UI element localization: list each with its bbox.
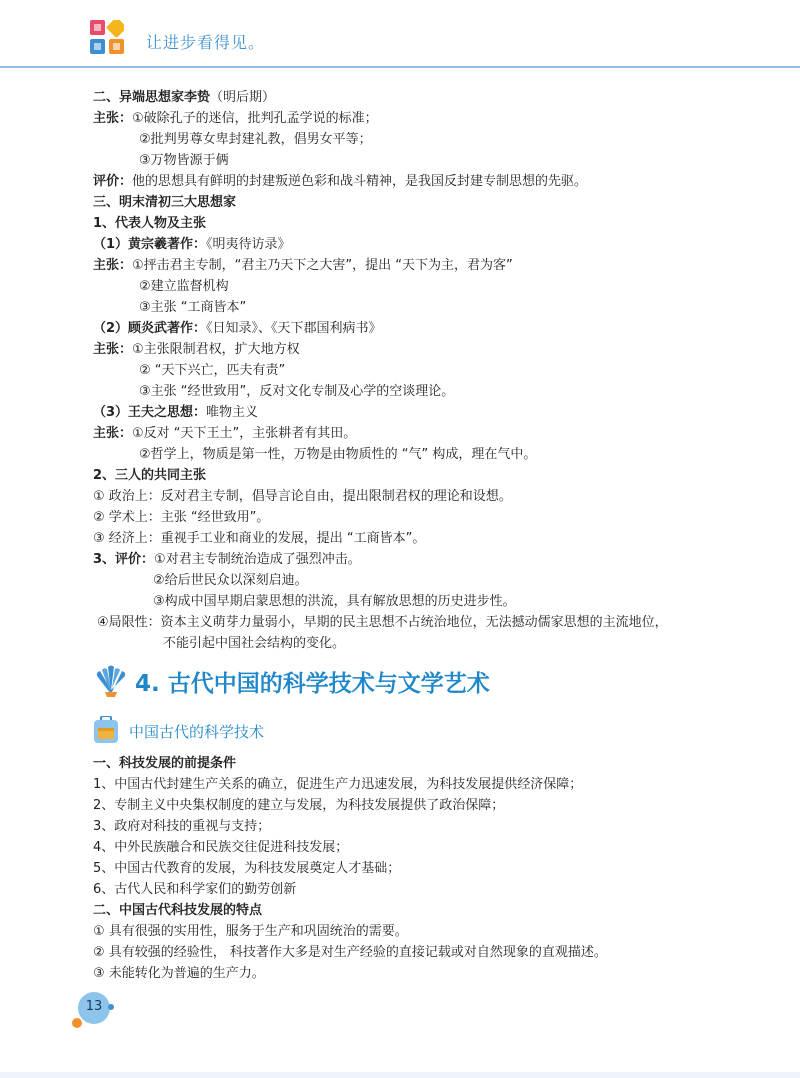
text-line: 主张：①破除孔子的迷信，批判孔孟学说的标准； xyxy=(93,111,378,126)
subsection-title: 中国古代的科学技术 xyxy=(129,723,265,741)
text-line: ② “天下兴亡，匹夫有责” xyxy=(139,363,286,378)
text-line: ③主张 “工商皆本” xyxy=(139,300,247,315)
text-line: ②哲学上，物质是第一性，万物是由物质性的 “气” 构成，理在气中。 xyxy=(139,447,537,462)
text-line: 2、专制主义中央集权制度的建立与发展，为科技发展提供了政治保障； xyxy=(93,798,505,813)
section-title: 4. 古代中国的科学技术与文学艺术 xyxy=(135,671,490,697)
backpack-icon xyxy=(93,716,119,744)
text-line: 3、评价：①对君主专制统治造成了强烈冲击。 xyxy=(93,552,361,567)
text-line: 6、古代人民和科学家们的勤劳创新 xyxy=(93,882,297,897)
text-line: ③ 经济上：重视手工业和商业的发展，提出 “工商皆本”。 xyxy=(93,531,426,546)
decor-dot-blue xyxy=(108,1004,114,1010)
text-line: （3）王夫之思想：唯物主义 xyxy=(93,405,259,420)
header-divider xyxy=(0,66,800,68)
text-line: ① 具有很强的实用性，服务于生产和巩固统治的需要。 xyxy=(93,924,408,939)
shell-icon xyxy=(93,662,129,698)
text-line: （1）黄宗羲著作：《明夷待访录》 xyxy=(93,237,291,252)
text-line: ②批判男尊女卑封建礼教，倡男女平等； xyxy=(139,132,372,147)
brand-slogan: 让进步看得见。 xyxy=(146,33,266,52)
text-line: 5、中国古代教育的发展，为科技发展奠定人才基础； xyxy=(93,861,401,876)
text-line: 主张：①主张限制君权，扩大地方权 xyxy=(93,342,300,357)
text-line: ③万物皆源于俩 xyxy=(139,153,229,168)
text-line: 主张：①抨击君主专制，“君主乃天下之大害”，提出 “天下为主，君为客” xyxy=(93,258,513,273)
text-line: （2）顾炎武著作：《日知录》、《天下郡国利病书》 xyxy=(93,321,382,336)
text-line: 3、政府对科技的重视与支持； xyxy=(93,819,271,834)
text-line: 4、中外民族融合和民族交往促进科技发展； xyxy=(93,840,349,855)
text-line: 1、中国古代封建生产关系的确立，促进生产力迅速发展，为科技发展提供经济保障； xyxy=(93,777,583,792)
page-number: 13 xyxy=(85,999,103,1014)
page-number-badge xyxy=(72,992,116,1032)
text-line: ③ 未能转化为普遍的生产力。 xyxy=(93,966,265,981)
text-line: ② 学术上：主张 “经世致用”。 xyxy=(93,510,270,525)
text-line: 不能引起中国社会结构的变化。 xyxy=(163,636,346,651)
text-line: ③主张 “经世致用”，反对文化专制及心学的空谈理论。 xyxy=(139,384,455,399)
text-line: 主张：①反对 “天下王土”，主张耕者有其田。 xyxy=(93,426,357,441)
text-line: 二、异端思想家李贽（明后期） xyxy=(93,90,276,105)
text-line: ②建立监督机构 xyxy=(139,279,229,294)
text-line: 2、三人的共同主张 xyxy=(93,468,207,483)
text-line: ②给后世民众以深刻启迪。 xyxy=(153,573,308,588)
text-line: ④局限性：资本主义萌芽力量弱小，早期的民主思想不占统治地位，无法撼动儒家思想的主流地位， xyxy=(97,615,668,630)
text-line: 二、中国古代科技发展的特点 xyxy=(93,903,263,918)
brand-logo-icon xyxy=(90,20,124,54)
text-line: ② 具有较强的经验性， 科技著作大多是对生产经验的直接记载或对自然现象的直观描述。 xyxy=(93,945,607,960)
text-line: ③构成中国早期启蒙思想的洪流，具有解放思想的历史进步性。 xyxy=(153,594,516,609)
bottom-bar xyxy=(0,1072,800,1078)
page-header xyxy=(0,0,800,66)
text-line: 一、科技发展的前提条件 xyxy=(93,756,237,771)
text-line: 评价：他的思想具有鲜明的封建叛逆色彩和战斗精神，是我国反封建专制思想的先驱。 xyxy=(93,174,588,189)
text-line: 三、明末清初三大思想家 xyxy=(93,195,237,210)
text-line: ① 政治上：反对君主专制，倡导言论自由，提出限制君权的理论和设想。 xyxy=(93,489,512,504)
decor-dot-orange xyxy=(72,1018,82,1028)
text-line: 1、代表人物及主张 xyxy=(93,216,207,231)
